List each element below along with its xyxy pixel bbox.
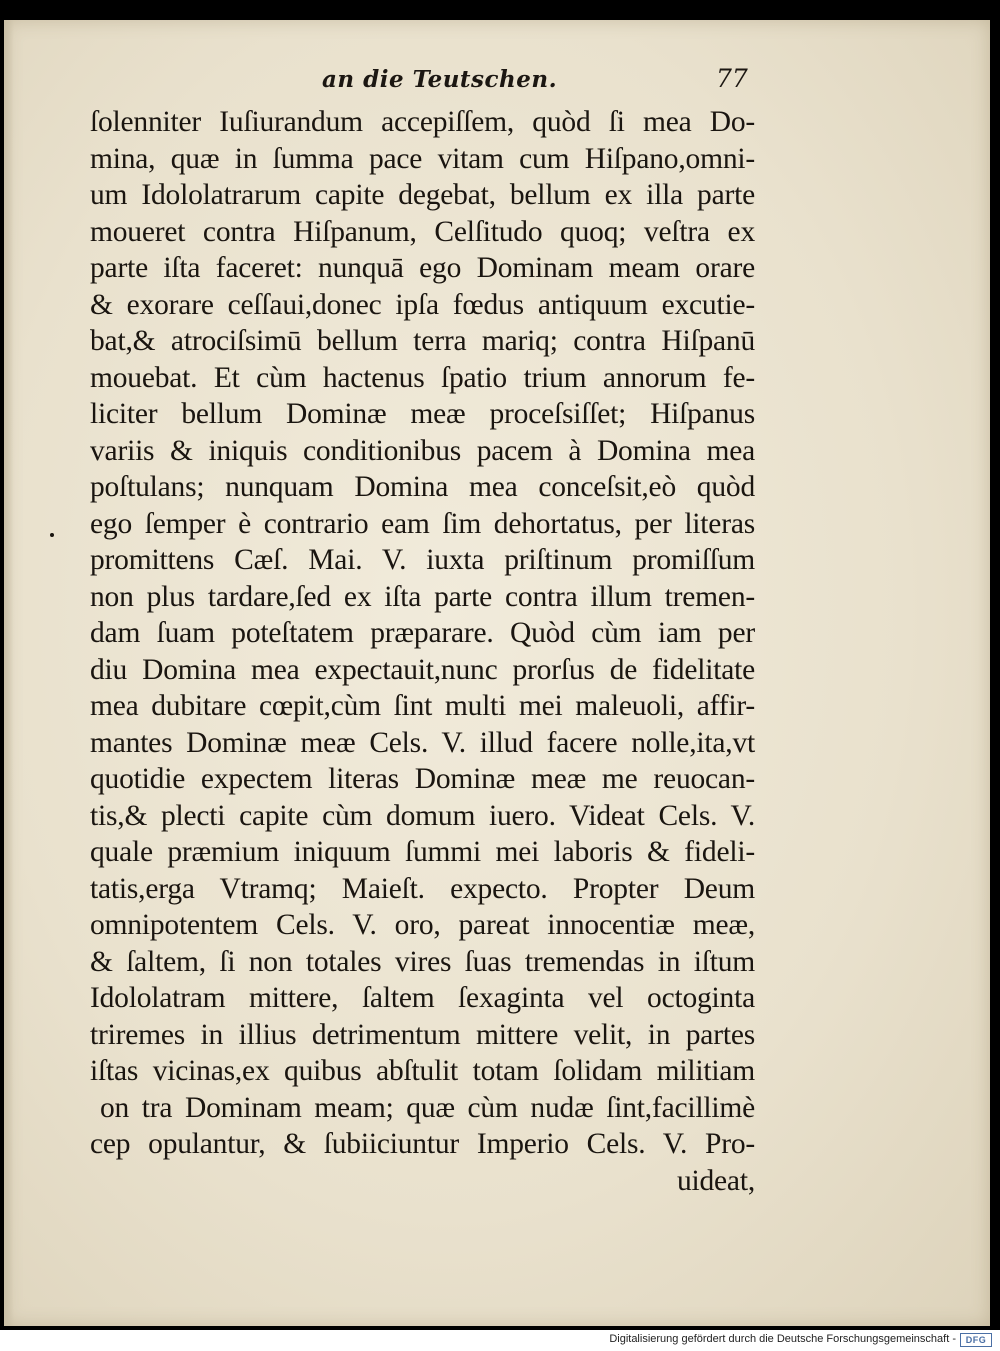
text-line: omnipotentem Cels. V. oro, pareat innocentiæ meæ, bbox=[90, 909, 755, 941]
text-line: um Idololatrarum capite degebat, bellum ex illa parte bbox=[90, 179, 755, 211]
page-number: 77 bbox=[716, 64, 748, 93]
catchword-line: uideat, bbox=[676, 1164, 755, 1197]
text-line: & exorare ceſſaui,donec ipſa fœdus antiquum excutie- bbox=[90, 288, 755, 321]
text-line: mouebat. Et cùm hactenus ſpatio trium annorum fe- bbox=[90, 361, 755, 394]
text-line: bat,& atrociſsimū bellum terra mariq; contra Hiſpanū bbox=[90, 325, 755, 357]
text-line: triremes in illius detrimentum mittere velit, in partes bbox=[90, 1018, 755, 1051]
body-text bbox=[90, 104, 755, 1199]
text-line: & ſaltem, ſi non totales vires ſuas tremendas in iſtum bbox=[90, 945, 755, 978]
text-line: variis & iniquis conditionibus pacem à Domina mea bbox=[90, 434, 755, 467]
running-title: an die Teutschen. bbox=[322, 66, 558, 93]
margin-mark bbox=[50, 533, 54, 537]
text-line: tatis,erga Vtramq; Maieſt. expecto. Propter Deum bbox=[90, 872, 755, 905]
text-line: on tra Dominam meam; quæ cùm nudæ ſint,facillimè bbox=[100, 1091, 755, 1124]
text-line: dam ſuam poteſtatem præparare. Quòd cùm iam per bbox=[90, 617, 755, 649]
text-line: non plus tardare,ſed ex iſta parte contra illum tremen- bbox=[90, 580, 755, 613]
text-line: Idololatram mittere, ſaltem ſexaginta vel octoginta bbox=[90, 982, 755, 1014]
text-line: cep opulantur, & ſubiiciuntur Imperio Cels. V. Pro- bbox=[90, 1128, 755, 1160]
footer-bar bbox=[0, 1330, 1000, 1351]
text-line: tis,& plecti capite cùm domum iuero. Videat Cels. V. bbox=[90, 799, 755, 832]
text-line: mina, quæ in ſumma pace vitam cum Hiſpano,omni- bbox=[90, 142, 755, 175]
text-line: ſolenniter Iuſiurandum accepiſſem, quòd ſi mea Do- bbox=[90, 106, 755, 138]
text-line: liciter bellum Dominæ meæ proceſsiſſet; Hiſpanus bbox=[90, 398, 755, 430]
text-line: iſtas vicinas,ex quibus abſtulit totam ſolidam militiam bbox=[90, 1055, 755, 1087]
text-line: diu Domina mea expectauit,nunc prorſus de fidelitate bbox=[90, 653, 755, 686]
text-line: quotidie expectem literas Dominæ meæ me reuocan- bbox=[90, 763, 755, 795]
text-line: mantes Dominæ meæ Cels. V. illud facere nolle,ita,vt bbox=[90, 726, 755, 759]
text-line: moueret contra Hiſpanum, Celſitudo quoq; veſtra ex bbox=[90, 215, 755, 248]
page-gutter-shadow bbox=[4, 20, 14, 1326]
text-line: poſtulans; nunquam Domina mea conceſsit,eò quòd bbox=[90, 471, 755, 503]
text-line: promittens Cæſ. Mai. V. iuxta priſtinum promiſſum bbox=[90, 544, 755, 576]
text-line: mea dubitare cœpit,cùm ſint multi mei maleuoli, affir- bbox=[90, 690, 755, 722]
text-line: ego ſemper è contrario eam ſim dehortatus, per literas bbox=[90, 507, 755, 540]
text-line: parte iſta faceret: nunquā ego Dominam meam orare bbox=[90, 252, 755, 284]
dfg-logo-icon: DFG bbox=[960, 1333, 992, 1347]
text-line: quale præmium iniquum ſummi mei laboris & fideli- bbox=[90, 836, 755, 868]
running-head bbox=[300, 62, 770, 108]
funding-credit: Digitalisierung gefördert durch die Deutsche Forschungsgemeinschaft - bbox=[609, 1333, 956, 1345]
